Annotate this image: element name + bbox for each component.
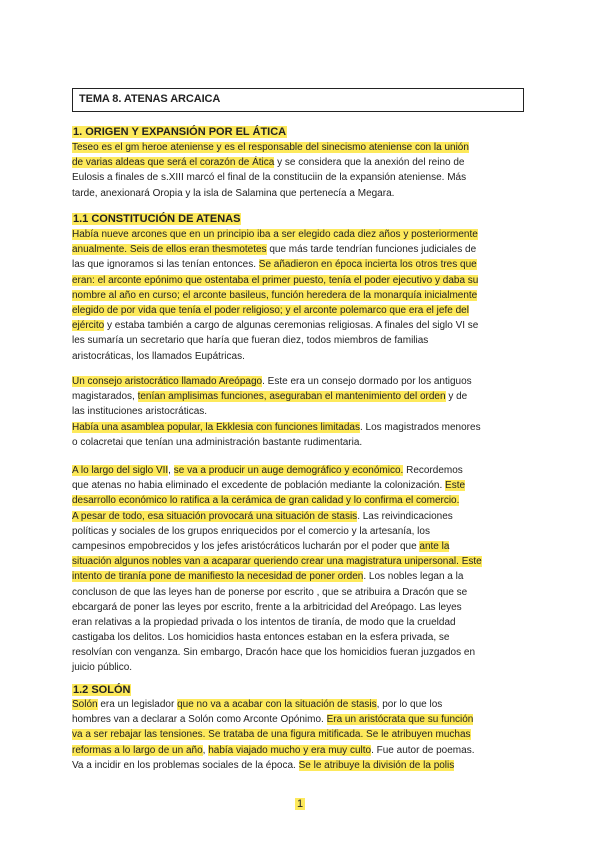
text-line	[72, 660, 528, 675]
body-text: las instituciones aristocráticas.	[72, 406, 208, 418]
body-text: que más tarde tendrían funciones judiciales de	[266, 244, 477, 256]
section-heading-origen	[72, 126, 287, 138]
text-line	[72, 600, 528, 615]
text-line	[72, 630, 528, 645]
paragraph-solon	[72, 697, 528, 773]
text-line	[72, 569, 528, 584]
body-text: juicio público.	[72, 662, 133, 674]
body-text: castigaba los delitos. Los homicidios hasta entonces estaban en la esfera privada, se	[72, 632, 450, 644]
text-line	[72, 155, 528, 170]
body-text: . Los magistrados menores	[359, 421, 481, 433]
body-text: campesinos empobrecidos y los jefes aristócráticos lucharán por el poder que	[72, 540, 420, 552]
text-line	[72, 404, 528, 419]
body-text: tarde, anexionará Oropia y la isla de Salamina que pertenecía a Megara.	[72, 187, 395, 199]
text-line	[72, 712, 528, 727]
highlighted-text: va a ser rebajar las tensiones. Se trataba de una figura mitificada. Se le atribuyen muchas	[72, 729, 471, 741]
highlighted-text: intento de tiranía pone de manifiesto la necesidad de poner orden	[72, 571, 364, 583]
body-text: magistarados,	[72, 391, 138, 403]
text-line	[72, 333, 528, 348]
body-text: y estaba también a cargo de algunas ceremonias religiosas. A finales del siglo VI se	[104, 320, 479, 332]
text-line	[72, 186, 528, 201]
body-text: o colacretai que tenían una administración bastante rudimentaria.	[72, 436, 363, 448]
text-line	[72, 524, 528, 539]
text-line	[72, 493, 528, 508]
text-line	[72, 697, 528, 712]
body-text: . Las reivindicaciones	[357, 510, 453, 522]
body-text: era un legislador	[97, 699, 178, 710]
highlighted-text: Había una asamblea popular, la Ekklesia con funciones limitadas	[72, 421, 360, 433]
text-line	[72, 463, 528, 478]
highlighted-text: Se le atribuye la división de la polis	[298, 759, 455, 771]
paragraph-origen	[72, 140, 528, 201]
text-line	[72, 170, 528, 185]
text-line	[72, 645, 528, 660]
highlighted-text: reformas a lo largo de un año	[72, 744, 203, 756]
text-line	[72, 242, 528, 257]
highlighted-text: Era un aristócrata que su función	[326, 714, 474, 726]
highlighted-text: tenían amplisimas funciones, aseguraban el mantenimiento del orden	[137, 391, 446, 403]
text-line	[72, 478, 528, 493]
text-line	[72, 554, 528, 569]
page-number	[0, 798, 600, 810]
highlighted-text: Este	[445, 480, 466, 492]
body-text: , por lo que los	[376, 699, 443, 710]
body-text: y de	[445, 391, 468, 403]
body-text: y se considera que la anexión del reino de	[274, 157, 465, 169]
body-text: las que ignoramos si las tenían entonces.	[72, 259, 259, 271]
text-line	[72, 349, 528, 364]
highlighted-text: de varias aldeas que será el corazón de Ática	[72, 157, 275, 169]
highlighted-text: A lo largo del siglo VII	[72, 465, 169, 476]
body-text: les sumaría un secretario que haría que fueran diez, todos miembros de familias	[72, 335, 429, 347]
body-text: . Los nobles legan a la	[363, 571, 464, 583]
highlighted-text: Había nueve arcones que en un principio iba a ser elegido cada diez años y posteriormente	[72, 229, 478, 240]
highlighted-text: desarrollo económico lo ratifica a la cerámica de gran calidad y lo confirma el comercio.	[72, 495, 460, 507]
body-text: Eulosis a finales de s.XIII marcó el final de la constituciin de la expansión ateniense. Más	[72, 172, 467, 184]
section-heading-constitucion-text: 1.1 CONSTITUCIÓN DE ATENAS	[73, 213, 241, 225]
section-heading-solon-text: 1.2 SOLÓN	[73, 684, 131, 696]
body-text: . Fue autor de poemas.	[371, 744, 475, 756]
body-text: eran relativas a la propiedad privada o los intentos de tiranía, de modo que la crueldad	[72, 616, 456, 628]
highlighted-text: nombre al año en curso; el arconte basileus, función heredera de la monarquía inicialmente	[72, 289, 478, 301]
body-text: resolvían con venganza. Sin embargo, Dracón hace que los homicidios fueran juzgados en	[72, 647, 476, 659]
highlighted-text: eran: el arconte epónimo que ostentaba el primer puesto, tenía el poder ejecutivo y daba su	[72, 274, 479, 286]
text-line	[72, 227, 528, 242]
paragraph-siglo-vii	[72, 463, 528, 676]
body-text: Recordemos	[403, 465, 463, 476]
text-line	[72, 615, 528, 630]
text-line	[72, 758, 528, 773]
text-line	[72, 303, 528, 318]
text-line	[72, 420, 528, 435]
body-text: Va a incidir en los problemas sociales de la época.	[72, 759, 299, 771]
page-number-text: 1	[296, 798, 304, 810]
highlighted-text: ante la	[419, 540, 450, 552]
body-text: ,	[168, 465, 174, 476]
highlighted-text: A pesar de todo, esa situación provocará una situación de stasis	[72, 510, 358, 522]
paragraph-arcontes	[72, 227, 528, 364]
highlighted-text: anualmente. Seis de ellos eran thesmotetes	[72, 244, 267, 256]
document-title: TEMA 8. ATENAS ARCAICA	[79, 93, 221, 105]
body-text: que atenas no habia eliminado el excedente de población mediante la colonización.	[72, 480, 446, 492]
body-text: . Este era un consejo dormado por los antiguos	[262, 376, 472, 387]
body-text: aristocráticas, los llamados Eupátricas.	[72, 350, 245, 362]
text-line	[72, 743, 528, 758]
section-heading-constitucion	[72, 213, 241, 225]
body-text: ebcargará de poner las leyes por escrito, frente a la arbitricidad del Areópago. Las leyes	[72, 601, 462, 613]
section-heading-solon	[72, 684, 131, 696]
highlighted-text: elegido de por vida que tenía el poder religioso; y el arconte polemarco que era el jefe del	[72, 304, 469, 316]
highlighted-text: que no va a acabar con la situación de stasis	[177, 699, 377, 710]
text-line	[72, 257, 528, 272]
body-text: ,	[202, 744, 209, 756]
text-line	[72, 318, 528, 333]
text-line	[72, 509, 528, 524]
body-text: concluson de que las leyes han de ponerse por escrito , que se atribuira a Dracón que se	[72, 586, 468, 598]
highlighted-text: Teseo es el gm heroe ateniense y es el responsable del sinecismo ateniense con la unión	[72, 142, 469, 153]
highlighted-text: Un consejo aristocrático llamado Areópago	[72, 376, 263, 387]
text-line	[72, 727, 528, 742]
paragraph-areopago	[72, 374, 528, 450]
text-line	[72, 374, 528, 389]
body-text: políticas y sociales de los grupos enriquecidos por el comercio y la artesanía, los	[72, 525, 430, 537]
text-line	[72, 140, 528, 155]
title-box	[72, 88, 524, 112]
highlighted-text: se va a producir un auge demográfico y económico.	[173, 465, 404, 476]
highlighted-text: ejército	[72, 320, 105, 332]
text-line	[72, 435, 528, 450]
text-line	[72, 539, 528, 554]
text-line	[72, 585, 528, 600]
text-line	[72, 273, 528, 288]
body-text: hombres van a declarar a Solón como Arconte Opónimo.	[72, 714, 327, 726]
text-line	[72, 389, 528, 404]
highlighted-text: situación algunos nobles van a acaparar queriendo crear una magistratura unipersonal. Este	[72, 556, 482, 568]
section-heading-origen-text: 1. ORIGEN Y EXPANSIÓN POR EL ÁTICA	[73, 126, 287, 138]
text-line	[72, 288, 528, 303]
highlighted-text: Solón	[72, 699, 98, 710]
highlighted-text: había viajado mucho y era muy culto	[208, 744, 372, 756]
highlighted-text: Se añadieron en época incierta los otros tres que	[258, 259, 477, 271]
